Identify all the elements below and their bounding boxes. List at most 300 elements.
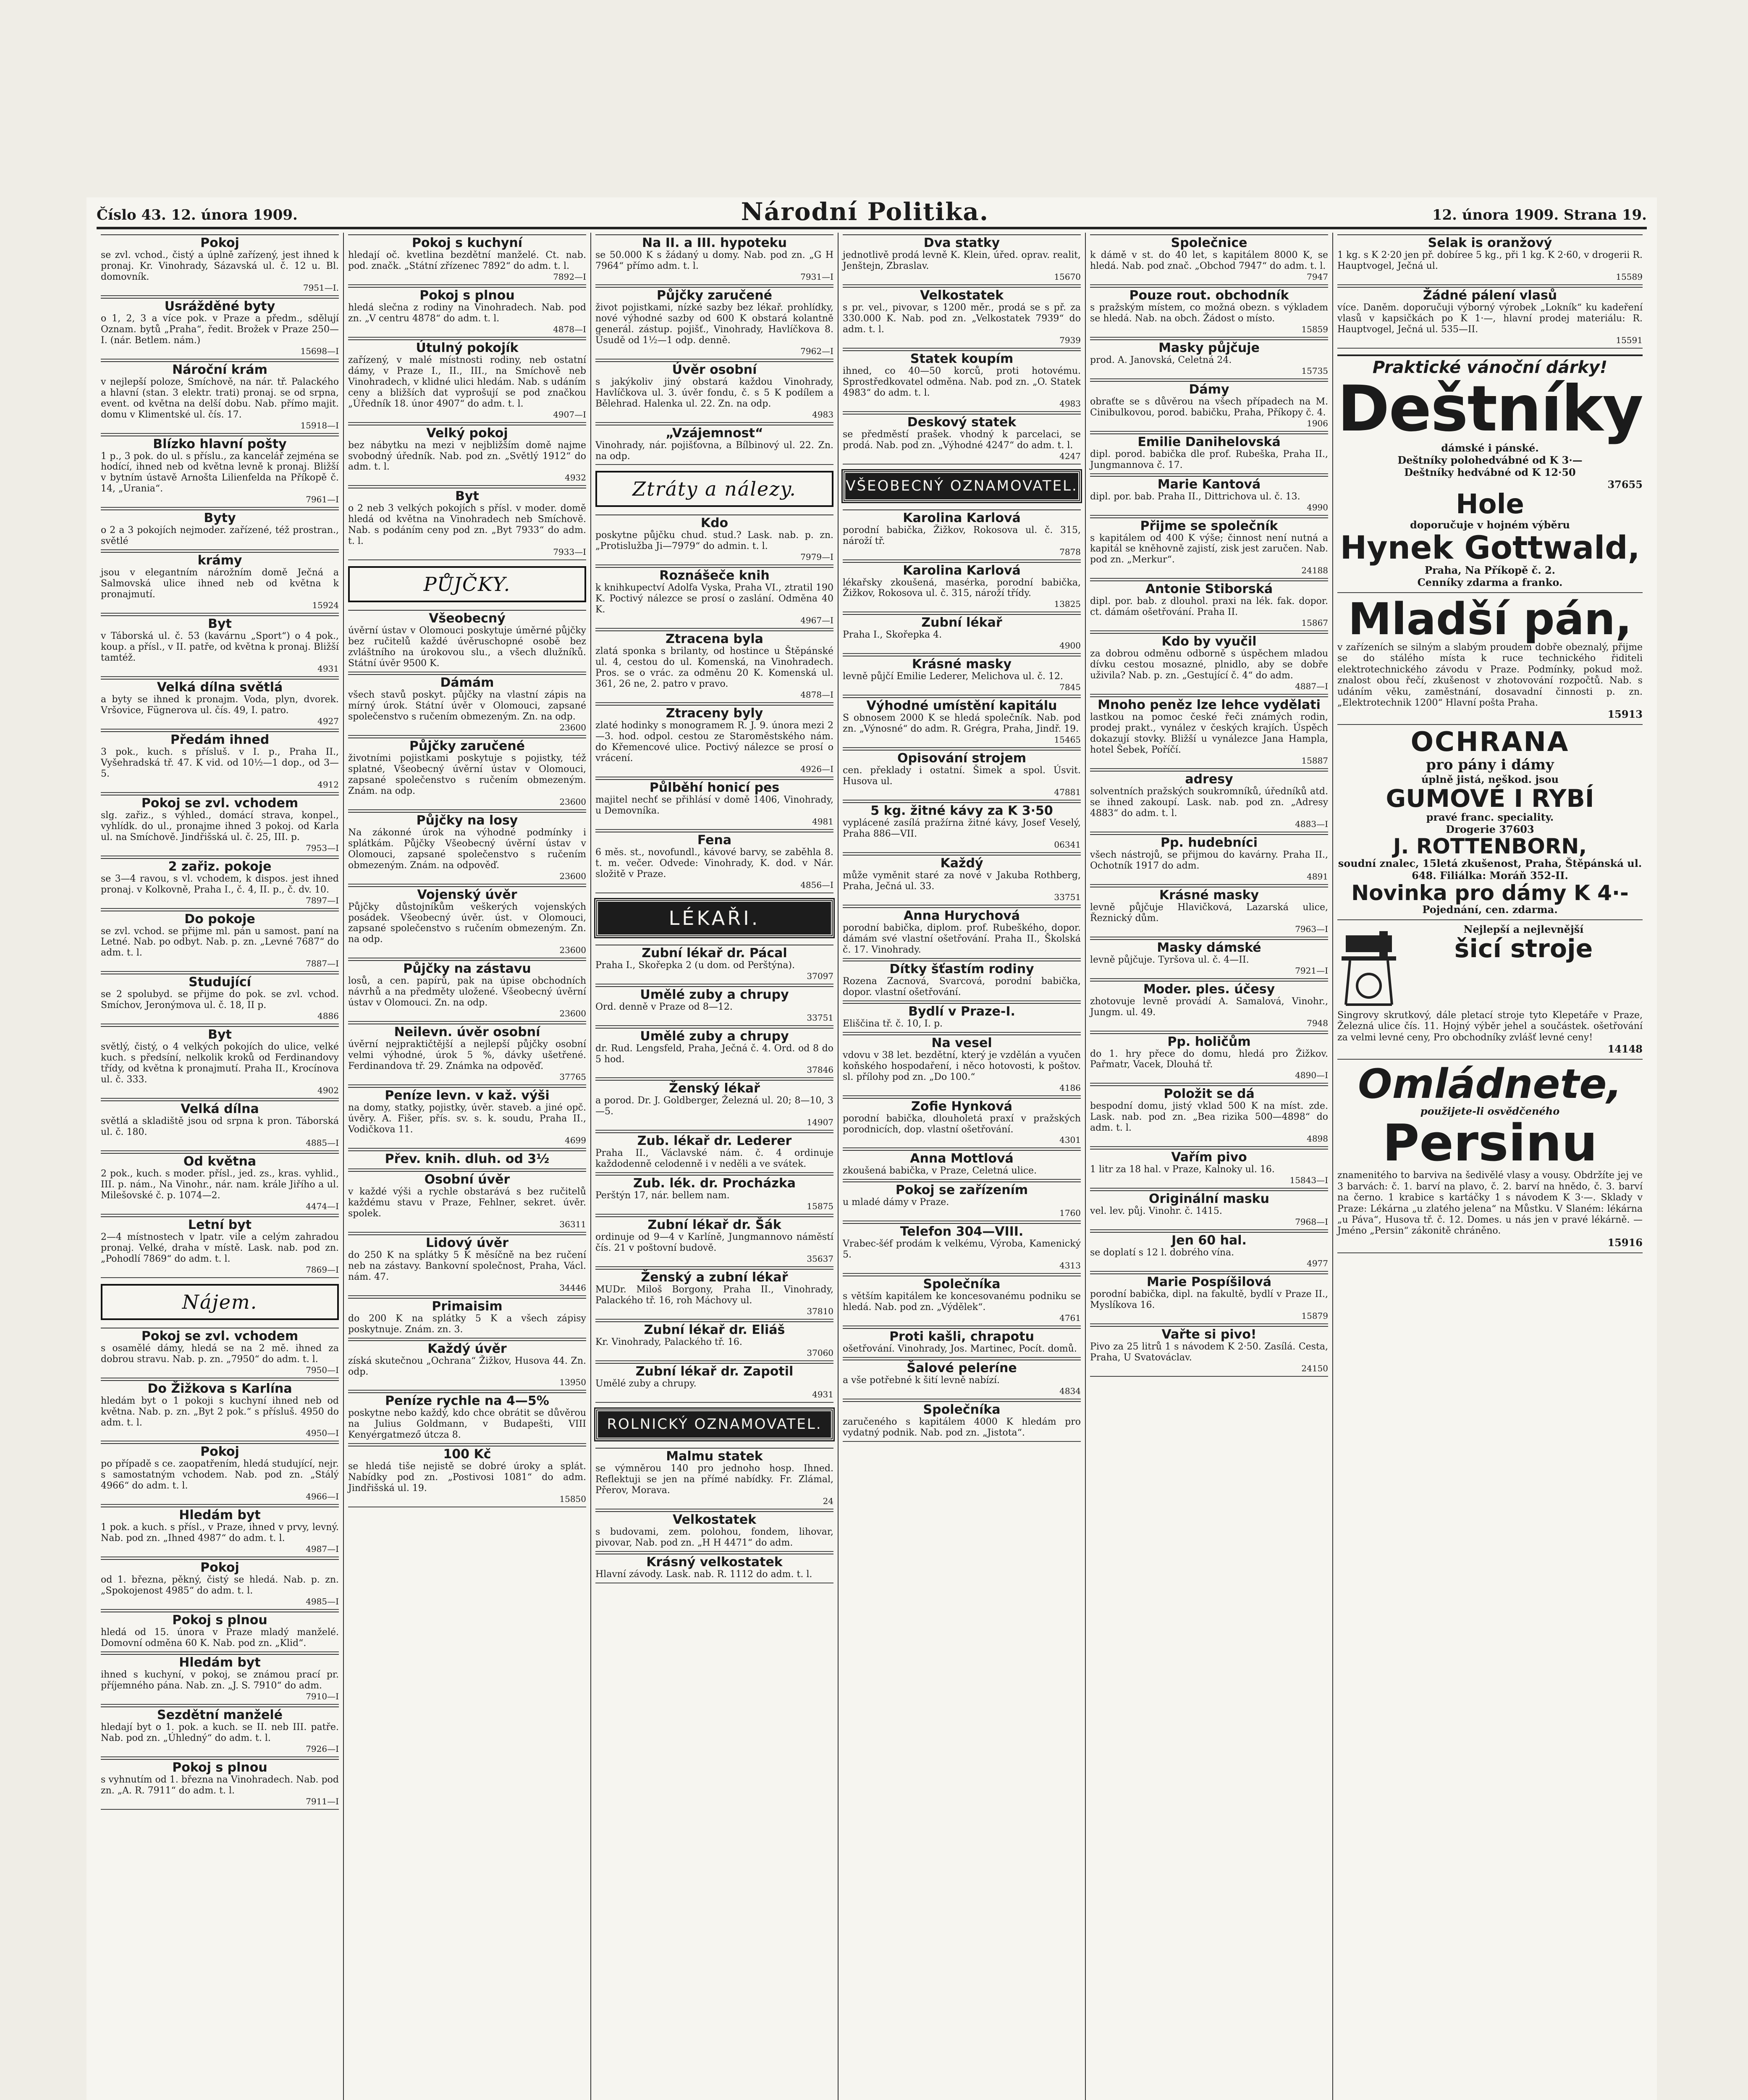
ad-code: 4699	[565, 1135, 586, 1145]
ad-text: 1 p., 3 pok. do ul. s příslu., za kancelář zejména se hodící, ihned neb od května levně k pronaj. Bližší v bytním ústavě Arnošta Lilienfelda na Příkopě č. 14, „Urania“.	[101, 451, 339, 494]
ad-title: Byt	[101, 615, 339, 631]
classified-ad	[843, 233, 1081, 285]
ad-text: do 1. hry přece do domu, hledá pro Žižkov. Pařmatr, Vacek, Dlouhá tř.	[1090, 1048, 1329, 1070]
rubber-advert	[1337, 725, 1643, 920]
ad-text: v nejlepší poloze, Smíchově, na nár. tř. Palackého a hlavní (stan. 3 elektr. trati) pronaj. se od srpna, event. od května na delší dobu. Nab. přímo majit. domu v Klimentské ul. čís. 17.	[101, 376, 339, 420]
ad-title: Všeobecný	[348, 610, 586, 625]
ad-code: 7869—I	[306, 1264, 339, 1275]
ad-text: od 1. března, pěkný, čistý se hledá. Nab. p. zn. „Spokojenost 4985“ do adm. t. l.	[101, 1575, 339, 1596]
ad-text: k knihkupectví Adolfa Vyska, Praha VI., ztratil 190 K. Poctivý nálezce se prosí o zaslání. Odměna 40 K.	[595, 583, 834, 615]
ad-text: vel. lev. půj. Vinohr. č. 1415.	[1090, 1206, 1222, 1217]
ad-title: Jen 60 hal.	[1090, 1232, 1328, 1247]
classified-ad	[843, 906, 1081, 959]
classified-ad	[595, 1173, 833, 1215]
ad-title: Útulný pokojík	[348, 339, 586, 355]
ad-text: levně půjčuje. Tyršova ul. č. 4—II.	[1090, 954, 1249, 965]
divider	[1337, 354, 1643, 356]
classified-ad	[101, 360, 339, 434]
ad-title: Každý úvěr	[348, 1340, 586, 1356]
classified-ad	[101, 1557, 339, 1610]
advert-code: 37655	[1607, 478, 1643, 491]
ad-code: 33751	[1054, 892, 1081, 902]
ad-code: 14907	[807, 1117, 834, 1128]
ad-code: 4761	[1059, 1313, 1081, 1323]
ad-code: 4931	[812, 1389, 834, 1399]
ad-code: 4474—I	[306, 1201, 339, 1211]
advert-line: úplně jistá, neškod. jsou	[1421, 773, 1559, 786]
column-4	[839, 233, 1086, 2100]
ad-code: 4907—I	[553, 409, 586, 420]
ad-title: Pp. hudebníci	[1090, 834, 1328, 850]
ad-code: 4886	[317, 1011, 339, 1021]
classified-ad	[101, 1378, 339, 1442]
ad-text: Pivo za 25 litrů 1 s návodem K 2·50. Zasílá. Cesta, Praha, U Svatováclav.	[1090, 1341, 1329, 1363]
ad-title: Originální masku	[1090, 1190, 1328, 1206]
classified-ad	[843, 285, 1081, 349]
ad-text: zlaté hodinky s monogramem R. J. 9. února mezi 2—3. hod. odpol. cestou ze Staroměstského nám. do Křemencové ulice. Poctivý nálezce se prosí o vrácení.	[595, 720, 834, 764]
classified-ad	[843, 959, 1081, 1001]
ad-title: Opisování strojem	[843, 750, 1081, 765]
ad-code: 15859	[1301, 324, 1329, 334]
ad-code: 4313	[1059, 1260, 1081, 1271]
ad-text: Kr. Vinohrady, Palackého tř. 16.	[595, 1337, 742, 1348]
classified-ad	[843, 1033, 1081, 1096]
advert-line: Praha, Na Příkopě č. 2.	[1424, 564, 1556, 577]
ad-title: Kdo by vyučil	[1090, 633, 1328, 648]
classified-ad	[101, 434, 339, 508]
classified-ad	[348, 1085, 586, 1149]
ad-title: Anna Mottlová	[843, 1150, 1081, 1166]
classified-ad	[101, 730, 339, 793]
classified-ad	[101, 677, 339, 730]
ad-text: 3 pok., kuch. s přísluš. v I. p., Praha II., Vyšehradská tř. 47. K vid. od 10½—1 dop., od 3—5.	[101, 746, 339, 779]
classified-ad	[595, 1509, 833, 1552]
ad-code: 7931—I	[800, 271, 834, 282]
classified-ad	[348, 1169, 586, 1233]
classified-ad	[101, 233, 339, 296]
ad-code: 7968—I	[1295, 1217, 1329, 1227]
ad-code: 4878—I	[800, 690, 834, 700]
ad-code: 7910—I	[306, 1691, 339, 1701]
ad-title: Pouze rout. obchodník	[1090, 287, 1328, 302]
ad-title: Karolina Karlová	[843, 562, 1081, 578]
ad-code: 7951—I.	[303, 282, 339, 293]
ad-code: 7961—I	[306, 494, 339, 505]
ad-text: s jakýkoliv jiný obstará každou Vinohrady, Havlíčkova ul. 3. úvěr fondu, č. s 5 K podílem a Bělehrad. Halenka ul. 22. Zn. na odp.	[595, 376, 834, 409]
classified-ad	[595, 1446, 833, 1509]
ad-title: Žádné pálení vlasů	[1337, 287, 1643, 302]
classified-ad	[348, 338, 586, 423]
ad-code: 4932	[565, 472, 586, 483]
ad-title: Dítky šťastím rodiny	[843, 961, 1081, 976]
ad-code: 15879	[1301, 1311, 1329, 1321]
ad-code: 15465	[1054, 735, 1081, 745]
ad-code: 15589	[1616, 271, 1643, 282]
ad-text: získá skutečnou „Ochrana“ Žižkov, Husova 44. Zn. odp.	[348, 1355, 586, 1377]
ad-text: o 2 neb 3 velkých pokojích s přísl. v moder. domě hledá od května na Vinohradech neb Smíchově. Nab. s podáním ceny pod zn. „Byt 7933“ do adm. t. l.	[348, 503, 586, 547]
classified-ad	[1090, 338, 1328, 379]
ad-code: 15867	[1301, 618, 1329, 628]
ad-text: vdovu v 38 let. bezdětní, který je vzdělán a vyučen koňského hospodaření, i něco hotovosti, k poštov. sl. přílohy pod zn. „Do 100.“	[843, 1050, 1081, 1082]
ad-title: Bydlí v Praze-I.	[843, 1003, 1081, 1018]
advert-text: Singrovy skrutkový, dále pletací stroje tyto Klepetáře v Praze, Železná ulice čís. 11. Hojný výběr jehel a součástek. ošetřování za velmi levné ceny, Pro obchodníky zvlášť levné ceny!	[1337, 1010, 1643, 1043]
classified-ad	[595, 984, 833, 1026]
ad-text: s větším kapitálem ke koncesovanému podniku se hledá. Nab. pod zn. „Výdělek“.	[843, 1291, 1081, 1313]
ad-text: porodní babička, Žižkov, Rokosova ul. č. 315, nároží tř.	[843, 525, 1081, 546]
classified-ad	[101, 614, 339, 677]
ad-code: 7948	[1307, 1018, 1329, 1028]
ad-code: 15591	[1616, 335, 1643, 345]
classified-ad	[101, 296, 339, 360]
ad-text: 2—4 místnostech v lpatr. vile a celým zahradou pronaj. Velké, draha v místě. Lask. nab. pod zn. „Pohodlí 7869“ do adm. t. l.	[101, 1231, 339, 1264]
classified-ad	[595, 233, 833, 285]
classified-ad	[595, 1552, 833, 1583]
section-banner-vseobecny: VŠEOBECNÝ OZNAMOVATEL.	[843, 470, 1081, 502]
classified-ad	[1090, 1230, 1328, 1272]
ad-code: 36311	[559, 1219, 586, 1229]
ad-title: Byt	[101, 1026, 339, 1042]
classified-ad	[1090, 379, 1328, 432]
ad-text: dipl. por. bab. z dlouhol. praxi na lék. fak. dopor. ct. dámám ošetřování. Praha II.	[1090, 596, 1329, 618]
ad-code: 4878—I	[553, 324, 586, 334]
classified-ad	[101, 1099, 339, 1151]
ad-title: Pokoj	[101, 234, 339, 250]
classified-ad	[843, 654, 1081, 696]
ad-code: 7926—I	[306, 1743, 339, 1754]
classified-ad	[843, 1399, 1081, 1442]
classified-ad	[843, 696, 1081, 748]
ad-text: zlatá sponka s brilanty, od hostince u Štěpánské ul. 4, cestou do ul. Komenská, na Vinohradech. Pros. se o vrác. za odměnu 20 K. Komenská ul. 361, 26 ne, 2. patro v pravo.	[595, 646, 834, 690]
ad-text: hledají oč. kvetlina bezdětní manželé. Ct. nab. pod. značk. „Státní zřízenec 7892“ do adm. t. l.	[348, 250, 586, 271]
ad-text: Na zákonné úrok na výhodné podmínky i splátkám. Půjčky Všeobecný úvěrní ústav v Olomouci, zapsané společenstvo s ručením obmezeným. Znám. na odpověď.	[348, 827, 586, 871]
ad-code: 7947	[1307, 271, 1329, 282]
classified-ad	[348, 672, 586, 736]
ad-text: s vyhnutím od 1. března na Vinohradech. Nab. pod zn. „A. R. 7911“ do adm. t. l.	[101, 1774, 339, 1796]
section-banner-najem: Nájem.	[101, 1284, 339, 1320]
classified-ad	[1090, 1324, 1328, 1377]
ad-title: Velkostatek	[843, 287, 1081, 302]
classified-ad	[101, 972, 339, 1024]
ad-code: 4902	[317, 1085, 339, 1096]
advert-headline: J. ROTTENBORN,	[1393, 834, 1587, 859]
ad-text: v Táborská ul. č. 53 (kavárnu „Sport“) o 4 pok., koup. a přísl., v II. patře, od května k pronaj. Bližší tamtéž.	[101, 631, 339, 664]
ad-text: hledá slečna z rodiny na Vinohradech. Nab. pod zn. „V centru 4878“ do adm. t. l.	[348, 302, 586, 324]
classified-ad	[843, 1148, 1081, 1180]
ad-title: Pokoj se zvl. vchodem	[101, 795, 339, 810]
ad-text: Umělé zuby a chrupy.	[595, 1378, 697, 1389]
ad-title: Úvěr osobní	[595, 361, 833, 377]
classified-ad	[843, 560, 1081, 613]
ad-text: poskytne nebo každý, kdo chce obrátit se důvěrou na Julius Goldmann, v Budapešti, VIII Kenyérgatmező útcza 8.	[348, 1408, 586, 1441]
ad-text: S obnosem 2000 K se hledá společník. Nab. pod zn. „Výnosné“ do adm. R. Grégra, Praha, Jindř. 19.	[843, 713, 1081, 735]
ad-code: 24150	[1301, 1363, 1329, 1373]
ad-code: 4834	[1059, 1386, 1081, 1396]
classified-ad	[1090, 1189, 1328, 1230]
classified-ad	[1090, 832, 1328, 885]
advert-line: Cenníky zdarma a franko.	[1417, 576, 1563, 589]
ad-text: prod. A. Janovská, Celetná 24.	[1090, 354, 1232, 365]
ad-text: a vše potřebné k šití levně nabízí.	[843, 1375, 1000, 1386]
ad-code: 4890—I	[1295, 1070, 1329, 1081]
ad-code: 4977	[1307, 1258, 1329, 1269]
ad-code: 7962—I	[800, 346, 834, 356]
ad-code: 37097	[807, 971, 834, 981]
ad-title: Masky dámské	[1090, 939, 1328, 955]
classified-ad	[595, 943, 833, 984]
ad-text: 1 kg. s K 2·20 jen př. dobíree 5 kg., při 1 kg. K 2·60, v drogerii R. Hauptvogel, Ječná ul.	[1337, 250, 1643, 271]
ad-title: Peníze levn. v kaž. výši	[348, 1087, 586, 1102]
ad-code: 7953—I	[306, 843, 339, 853]
advert-line: pro pány i dámy	[1426, 756, 1554, 774]
classified-ad	[1090, 769, 1328, 832]
advert-heading: Praktické vánoční dárky!	[1372, 357, 1608, 377]
classified-ad	[101, 856, 339, 909]
classified-ad	[1090, 937, 1328, 979]
ad-text: do 250 K na splátky 5 K měsíčně na bez ručení neb na zástavy. Bankovní společnost, Praha, Václ. nám. 47.	[348, 1250, 586, 1282]
ad-text: zaručeného s kapitálem 4000 K hledám pro vydatný podnik. Nab. pod zn. „Jistota“.	[843, 1417, 1081, 1438]
classified-ad	[843, 1096, 1081, 1149]
ad-text: Eliščina tř. č. 10, I. p.	[843, 1018, 943, 1029]
ad-text: hledám byt o 1 pokoji s kuchyní ihned neb od května. Nab. p. zn. „Byt 2 pok.“ s přísluš. 4950 do adm. t. l.	[101, 1395, 339, 1428]
ad-text: zkoušená babička, v Praze, Celetná ulice.	[843, 1166, 1037, 1176]
ad-title: Moder. ples. účesy	[1090, 981, 1328, 996]
classified-ad	[843, 612, 1081, 654]
classified-ad	[348, 736, 586, 810]
ad-title: Velká dílna světlá	[101, 679, 339, 694]
ad-text: zhotovuje levně provádí A. Samalová, Vinohr., Jungm. ul. 49.	[1090, 996, 1329, 1018]
ad-title: Půjčky na zástavu	[348, 960, 586, 976]
classified-ad	[1090, 516, 1328, 579]
classified-ad	[595, 703, 833, 777]
ad-text: dr. Rud. Lengsfeld, Praha, Ječná č. 4. Ord. od 8 do 5 hod.	[595, 1043, 834, 1065]
classified-ad	[101, 1505, 339, 1557]
ad-text: cen. překlady i ostatní. Šimek a spol. Úsvit. Husova ul.	[843, 765, 1081, 787]
ad-title: Primaisim	[348, 1298, 586, 1313]
advert-line: Nejlepší a nejlevnější	[1463, 923, 1584, 935]
ad-title: Usrážděné byty	[101, 298, 339, 313]
ad-text: lastkou na pomoc české řeči známých rodin, prodej prakt., vynález v českých krajích. Úspěch dokazují stovky. Bližší u vynálezce Jana Hampla, hotel Šebek, Poříčí.	[1090, 712, 1329, 756]
classified-ad	[595, 285, 833, 360]
section-banner-pujcky: PŮJČKY.	[348, 566, 586, 602]
ad-title: Dámy	[1090, 381, 1328, 396]
advert-code: 14148	[1607, 1042, 1643, 1055]
ad-code: 7897—I	[306, 895, 339, 906]
classified-ad	[595, 360, 833, 423]
ad-text: ihned s kuchyní, v pokoj, se známou prací pr. příjemného pána. Nab. zn. „J. S. 7910“ do adm.	[101, 1670, 339, 1691]
ad-title: Nároční krám	[101, 361, 339, 377]
advert-code: 15913	[1607, 708, 1643, 721]
column-3	[591, 233, 839, 2100]
ad-code: 4950—I	[306, 1428, 339, 1438]
hair-dye-advert	[1337, 1060, 1643, 1253]
classified-ad	[101, 550, 339, 614]
classified-ad	[843, 349, 1081, 412]
ad-code: 13950	[559, 1377, 586, 1388]
ad-title: Deskový statek	[843, 414, 1081, 429]
ad-text: vyplácené zasílá pražírna žitné kávy, Josef Veselý, Praha 886—VII.	[843, 818, 1081, 840]
ad-title: Statek koupím	[843, 350, 1081, 366]
ad-code: 1760	[1059, 1208, 1081, 1218]
ad-text: všech nástrojů, se přijmou do kavárny. Praha II., Ochotník 1917 do adm.	[1090, 849, 1329, 871]
classified-ad	[1337, 233, 1643, 285]
ad-text: se 2 spolubyd. se přijme do pok. se zvl. vchod. Smíchov, Jeronýmova ul. č. 18, II p.	[101, 989, 339, 1011]
ad-title: Krásný velkostatek	[595, 1554, 833, 1569]
ad-code: 13825	[1054, 599, 1081, 609]
ad-text: ordinuje od 9—4 v Karlíně, Jungmannovo náměstí čís. 21 v poštovní budově.	[595, 1232, 834, 1254]
ad-text: porodní babička, diplom. prof. Rubeškého, dopor. dámám své vlastní ošetřování. Praha II., Školská č. 17. Vinohrady.	[843, 922, 1081, 955]
ad-text: obraťte se s důvěrou na všech případech na M. Cinibulkovou, porod. babičku, Praha, Příkopy č. 4.	[1090, 396, 1329, 418]
ad-text: o 1, 2, 3 a více pok. v Praze a předm., sdělují Oznam. bytů „Praha“, ředit. Brožek v Praze 250—I. (nár. Betlem. nám.)	[101, 313, 339, 346]
column-1	[97, 233, 344, 2100]
ad-code: 4186	[1059, 1082, 1081, 1093]
advert-line: pravé franc. speciality.	[1426, 811, 1554, 823]
ad-code: 34446	[559, 1282, 586, 1293]
ad-title: Krásné masky	[843, 656, 1081, 671]
ad-title: Zofie Hynková	[843, 1098, 1081, 1113]
ad-text: se výmněrou 140 pro jednoho hosp. Ihned. Reflektuji se jen na přímé nabídky. Fr. Zlámal, Přerov, Morava.	[595, 1463, 834, 1496]
ad-title: Zubní lékař	[843, 614, 1081, 630]
ad-code: 4927	[317, 716, 339, 726]
ad-text: se zvl. vchod., čistý a úplně zařízený, jest ihned k pronaj. Kr. Vinohrady, Sázavská ul. č. 12 u. Bl. domovník.	[101, 250, 339, 282]
ad-code: 4912	[317, 779, 339, 790]
ad-title: Vojenský úvěr	[348, 886, 586, 902]
classified-ad	[1090, 979, 1328, 1032]
ad-text: se doplatí s 12 l. dobrého vína.	[1090, 1247, 1234, 1258]
ad-title: 5 kg. žitné kávy za K 3·50	[843, 802, 1081, 818]
ad-text: ihned, co 40—50 korců, proti hotovému. Sprostředkovatel odměna. Nab. pod zn. „O. Statek 4983“ do adm. t. l.	[843, 365, 1081, 398]
ad-title: Masky půjčuje	[1090, 339, 1328, 355]
ad-code: 15875	[807, 1201, 834, 1212]
ad-code: 4981	[812, 816, 834, 827]
newspaper-page	[86, 197, 1657, 2100]
ad-text: život pojistkami, nízké sazby bez lékař. prohlídky, nové výhodné sazby od 600 K obstará kolantně generál. zástup. pojišť., Vinohrady, Havlíčkova 8. Úsudě od 1½—1 odp. denně.	[595, 302, 834, 346]
ad-code: 4856—I	[800, 879, 834, 890]
ad-text: může vyměnit staré za nové v Jakuba Rothberg, Praha, Ječná ul. 33.	[843, 870, 1081, 892]
ad-title: Krásné masky	[1090, 887, 1328, 902]
ad-title: Umělé zuby a chrupy	[595, 986, 833, 1002]
page-header	[97, 197, 1647, 229]
section-banner-ztraty: Ztráty a nálezy.	[595, 471, 833, 507]
ad-text: Praha I., Skořepka 4.	[843, 630, 942, 640]
advert-headline: GUMOVÉ I RYBÍ	[1386, 784, 1594, 813]
ad-text: hledá od 15. února v Praze mladý manželé. Domovní odměna 60 K. Nab. pod zn. „Klid“.	[101, 1627, 339, 1649]
classified-ad	[348, 285, 586, 338]
ad-text: bespodní domu, jistý vklad 500 K na míst. zde. Lask. nab. pod zn. „Bea rizika 500—4898“ do adm. t. l.	[1090, 1101, 1329, 1134]
ad-code: 15887	[1301, 755, 1329, 766]
classified-ad	[843, 1274, 1081, 1326]
advert-headline: Novinka pro dámy K 4·-	[1351, 880, 1629, 905]
ad-title: krámy	[101, 552, 339, 567]
ad-text: se zvl. vchod. se přijme ml. pán u samost. paní na Letné. Nab. po odbyt. Nab. p. zn. „Levné 7687“ do adm. t. l.	[101, 926, 339, 958]
classified-ad	[843, 1358, 1081, 1399]
classified-ad	[1090, 1147, 1328, 1189]
ad-text: 6 měs. st., novofundl., kávové barvy, se zaběhla 8. t. m. večer. Odvede: Vinohrady, K. dod. v Nár. složitě v Praze.	[595, 847, 834, 879]
advert-text: znamenitého to barviva na šedivělé vlasy a vousy. Obdržíte jej ve 3 barvách: č. 1. barví na plavo, č. 2. barví na hnědo, č. 3. barví na černo. 1 krabice s kartáčky 1 s návodem K 3·—. Sklady v Praze: Lékárna „u zlatého jelena“ na Můstku. V Slaném: lékárna „u Páva“, Husova tř. č. 12. Domes. u nás jen v pravé lékárně. — Jméno „Persin“ zákonitě chráněno.	[1337, 1170, 1643, 1236]
umbrella-advert	[1337, 349, 1643, 593]
ad-text: světlá a skladiště jsou od srpna k pron. Táborská ul. č. 180.	[101, 1116, 339, 1138]
ad-title: Společníka	[843, 1401, 1081, 1417]
classified-ad	[1090, 695, 1328, 769]
classified-ad	[595, 777, 833, 830]
ad-text: Praha I., Skořepka 2 (u dom. od Perštýna).	[595, 960, 795, 971]
ad-text: porodní babička, dipl. na fakultě, bydlí v Praze II., Myslíkova 16.	[1090, 1289, 1329, 1311]
ad-text: solventních pražských soukromníků, úředníků atd. se ihned zakoupí. Lask. nab. pod zn. „Adresy 4883“ do adm. t. l.	[1090, 786, 1329, 819]
classified-ad	[595, 1267, 833, 1320]
advert-headline: Mladší pán,	[1348, 593, 1632, 645]
classified-ad	[1090, 631, 1328, 695]
ad-title: Velká dílna	[101, 1100, 339, 1116]
ad-text: Rozena Zacnová, Svarcová, porodní babička, dopor. vlastní ošetřování.	[843, 976, 1081, 998]
classified-ad	[595, 565, 833, 629]
classified-ad	[595, 1078, 833, 1131]
ad-title: Marie Kantová	[1090, 476, 1328, 491]
advert-line: Drogerie 37603	[1446, 823, 1534, 835]
ad-text: ošetřování. Vinohrady, Jos. Martinec, Pocít. domů.	[843, 1344, 1077, 1354]
ad-text: levně půjčí Emilie Lederer, Melichova ul. č. 12.	[843, 671, 1063, 682]
ad-code: 4926—I	[800, 764, 834, 774]
ad-code: 23600	[559, 871, 586, 881]
ad-title: 2 zařiz. pokoje	[101, 858, 339, 874]
classified-ad	[595, 629, 833, 703]
classified-ad	[348, 1296, 586, 1339]
ad-title: Zub. lékař dr. Lederer	[595, 1132, 833, 1148]
ad-code: 15918—I	[300, 420, 339, 430]
classified-ad	[348, 1149, 586, 1169]
classified-ad	[1090, 1032, 1328, 1084]
classified-ad	[595, 830, 833, 893]
ad-title: Osobní úvěr	[348, 1171, 586, 1186]
sewing-machine-advert	[1337, 920, 1643, 1060]
column-6	[1333, 233, 1647, 2100]
ad-title: Letní byt	[101, 1216, 339, 1232]
advert-line: Deštníky polohedvábné od K 3·—	[1397, 454, 1583, 467]
ad-title: Půjčky zaručené	[595, 287, 833, 302]
ad-text: slg. zařiz., s výhled., domácí strava, konpel., vyhlídk. do ul., pronajme ihned 3 pokoj. od Karla ul. na Smíchově. Jindřišská ul. č. 25, III. p.	[101, 810, 339, 843]
ad-title: Na vesel	[843, 1034, 1081, 1050]
ad-title: Pp. holičům	[1090, 1033, 1328, 1049]
ad-text: více. Daněm. doporučuji výborný výrobek „Lokník“ ku kadeření vlasů v kapsičkách po K 1·—, hlavní prodej materiálu: R. Hauptvogel, Ječná ul. 535—II.	[1337, 302, 1643, 335]
classified-ad	[101, 1151, 339, 1215]
page-number: 12. února 1909. Strana 19.	[1432, 207, 1647, 223]
ad-code: 35637	[807, 1254, 834, 1264]
ad-code: 15735	[1301, 365, 1329, 376]
ad-text: Ord. denně v Praze od 8—12.	[595, 1001, 733, 1012]
advert-headline: Deštníky	[1337, 372, 1643, 446]
classified-ad	[843, 1001, 1081, 1033]
ad-text: zařízený, v malé místnosti rodiny, neb ostatní dámy, v Praze I., II., III., na Smíchově neb Vinohradech, v klidné ulici hledám. Nab. s udáním ceny a bližších dat vyprošují se pod značkou „Úředník 18. únor 4907“ do adm. t. l.	[348, 354, 586, 409]
classified-ad	[1337, 285, 1643, 349]
ad-code: 15698—I	[300, 346, 339, 356]
ad-title: Fena	[595, 832, 833, 847]
ad-text: se hledá tiše nejistě se dobré úroky a splát. Nabídky pod zn. „Postivosi 1081“ do adm. Jindřišská ul. 19.	[348, 1461, 586, 1494]
advert-headline: šicí stroje	[1454, 934, 1593, 963]
ad-title: Každý	[843, 855, 1081, 870]
ad-title: Zubní lékař dr. Eliáš	[595, 1321, 833, 1337]
ad-title: Ztracena byla	[595, 630, 833, 646]
classified-ad	[595, 1215, 833, 1267]
ad-title: Velkostatek	[595, 1511, 833, 1527]
ad-text: Hlavní závody. Lask. nab. R. 1112 do adm. t. l.	[595, 1569, 812, 1580]
ad-text: lékařsky zkoušená, masérka, porodní babička, Žižkov, Rokosova ul. č. 315, nároží třídy.	[843, 577, 1081, 599]
ad-code: 4966—I	[306, 1491, 339, 1502]
ad-text: a byty se ihned k pronajm. Voda, plyn, dvorek. Vršovice, Fügnerova ul. čís. 49, I. patro.	[101, 694, 339, 716]
ad-text: dipl. por. bab. Praha II., Dittrichova ul. č. 13.	[1090, 491, 1300, 502]
classified-ad	[348, 608, 586, 672]
ad-title: Položit se dá	[1090, 1085, 1328, 1101]
classified-ad	[348, 885, 586, 959]
ad-title: Šalové peleríne	[843, 1360, 1081, 1375]
ad-code: 23600	[559, 1008, 586, 1019]
